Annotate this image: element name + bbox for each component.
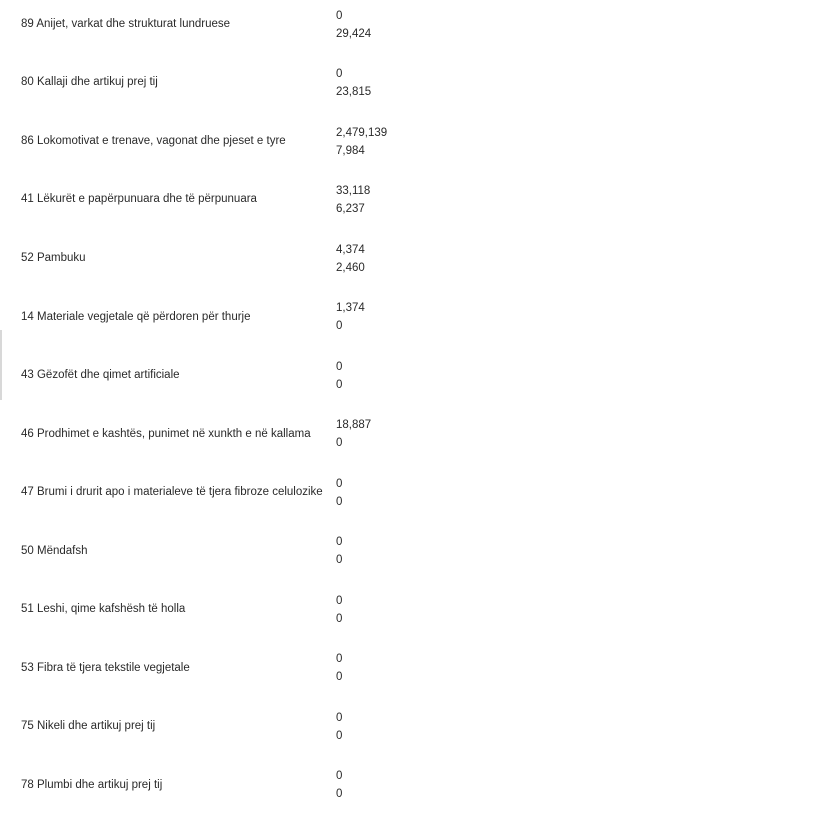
- value-second: 0: [336, 320, 343, 332]
- value-first: 0: [336, 536, 343, 548]
- list-item: [0, 769, 830, 827]
- list-item: [0, 535, 830, 593]
- value-first: 0: [336, 653, 343, 665]
- value-second: 0: [336, 496, 343, 508]
- value-first: 33,118: [336, 185, 371, 197]
- value-second: 0: [336, 730, 343, 742]
- list-item: [0, 360, 830, 418]
- value-second: 0: [336, 671, 343, 683]
- commodity-label: 78 Plumbi dhe artikuj prej tij: [21, 779, 163, 791]
- list-item: [0, 9, 830, 67]
- value-second: 0: [336, 788, 343, 800]
- commodity-label: 86 Lokomotivat e trenave, vagonat dhe pjeset e tyre: [21, 135, 286, 147]
- commodity-label: 51 Leshi, qime kafshësh të holla: [21, 603, 186, 615]
- list-item: [0, 418, 830, 476]
- list-item: [0, 184, 830, 242]
- value-second: 7,984: [336, 145, 365, 157]
- commodity-label: 89 Anijet, varkat dhe strukturat lundruese: [21, 18, 231, 30]
- value-first: 0: [336, 478, 343, 490]
- value-first: 18,887: [336, 419, 372, 431]
- commodity-label: 41 Lëkurët e papërpunuara dhe të përpunuara: [21, 193, 257, 205]
- list-item: [0, 126, 830, 184]
- commodity-label: 52 Pambuku: [21, 252, 86, 264]
- commodity-label: 47 Brumi i drurit apo i materialeve të tjera fibroze celulozike: [21, 486, 323, 498]
- value-first: 2,479,139: [336, 127, 388, 139]
- value-first: 1,374: [336, 302, 365, 314]
- value-second: 0: [336, 613, 343, 625]
- value-first: 4,374: [336, 244, 365, 256]
- value-first: 0: [336, 10, 343, 22]
- commodity-label: 43 Gëzofët dhe qimet artificiale: [21, 369, 180, 381]
- value-first: 0: [336, 712, 343, 724]
- commodity-label: 80 Kallaji dhe artikuj prej tij: [21, 76, 158, 88]
- value-second: 29,424: [336, 28, 372, 40]
- list-item: [0, 711, 830, 769]
- value-second: 23,815: [336, 86, 372, 98]
- list-item: [0, 67, 830, 125]
- commodity-label: 75 Nikeli dhe artikuj prej tij: [21, 720, 156, 732]
- value-first: 0: [336, 770, 343, 782]
- commodity-label: 14 Materiale vegjetale që përdoren për thurje: [21, 311, 251, 323]
- list-item: [0, 652, 830, 710]
- list-item: [0, 243, 830, 301]
- value-first: 0: [336, 595, 343, 607]
- value-second: 0: [336, 379, 343, 391]
- value-second: 6,237: [336, 203, 365, 215]
- value-second: 0: [336, 437, 343, 449]
- value-second: 2,460: [336, 262, 365, 274]
- value-first: 0: [336, 68, 343, 80]
- value-second: 0: [336, 554, 343, 566]
- commodity-label: 50 Mëndafsh: [21, 545, 88, 557]
- list-item: [0, 477, 830, 535]
- commodity-label: 53 Fibra të tjera tekstile vegjetale: [21, 662, 190, 674]
- left-edge-divider: [0, 330, 2, 400]
- commodity-label: 46 Prodhimet e kashtës, punimet në xunkth e në kallama: [21, 428, 311, 440]
- list-item: [0, 301, 830, 359]
- value-first: 0: [336, 361, 343, 373]
- list-item: [0, 594, 830, 652]
